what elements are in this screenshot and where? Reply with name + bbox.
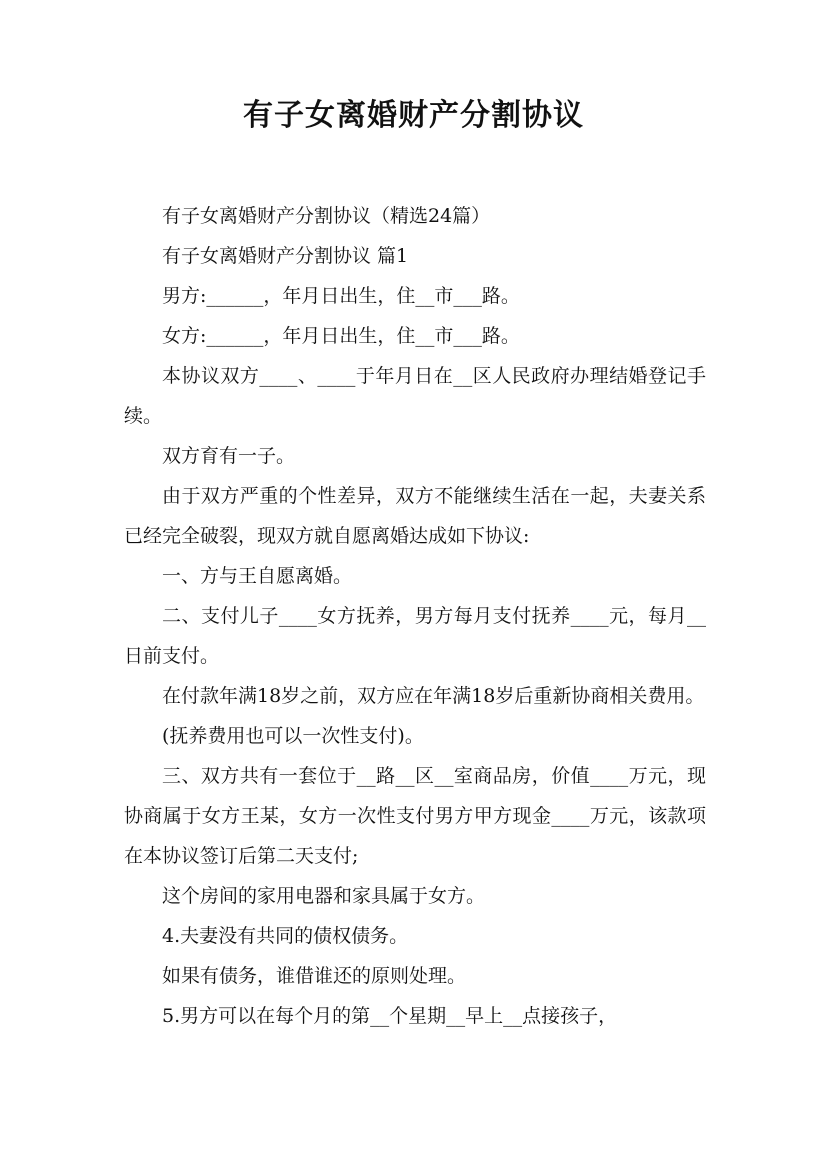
paragraph: 有子女离婚财产分割协议 篇1: [162, 245, 409, 267]
paragraph: 5.男方可以在每个月的第__个星期__早上__点接孩子，: [162, 1005, 618, 1027]
paragraph: 男方:______，年月日出生，住__市___路。: [162, 285, 520, 307]
paragraph: 二、支付儿子____女方抚养，男方每月支付抚养____元，每月__日前支付。: [124, 605, 706, 667]
paragraph: 女方:______，年月日出生，住__市___路。: [162, 325, 520, 347]
paragraph: 本协议双方____、____于年月日在__区人民政府办理结婚登记手续。: [124, 365, 706, 427]
paragraph: 有子女离婚财产分割协议（精选24篇）: [162, 205, 491, 227]
paragraph: (抚养费用也可以一次性支付)。: [162, 725, 424, 747]
paragraph: 双方育有一子。: [162, 445, 296, 467]
paragraph: 如果有债务，谁借谁还的原则处理。: [162, 965, 467, 987]
paragraph: 由于双方严重的个性差异，双方不能继续生活在一起，夫妻关系已经完全破裂，现双方就自愿离婚达成如下协议:: [124, 485, 706, 547]
paragraph: 一、方与王自愿离婚。: [162, 565, 353, 587]
paragraph: 这个房间的家用电器和家具属于女方。: [162, 885, 486, 907]
paragraph: 三、双方共有一套位于__路__区__室商品房，价值____万元，现协商属于女方王某，女方一次性支付男方甲方现金____万元，该款项在本协议签订后第二天支付;: [124, 765, 706, 867]
paragraph: 4.夫妻没有共同的债权债务。: [162, 925, 409, 947]
document-body: [124, 196, 706, 1036]
paragraph: 在付款年满18岁之前，双方应在年满18岁后重新协商相关费用。: [162, 685, 705, 707]
document-title: 有子女离婚财产分割协议: [243, 98, 584, 133]
